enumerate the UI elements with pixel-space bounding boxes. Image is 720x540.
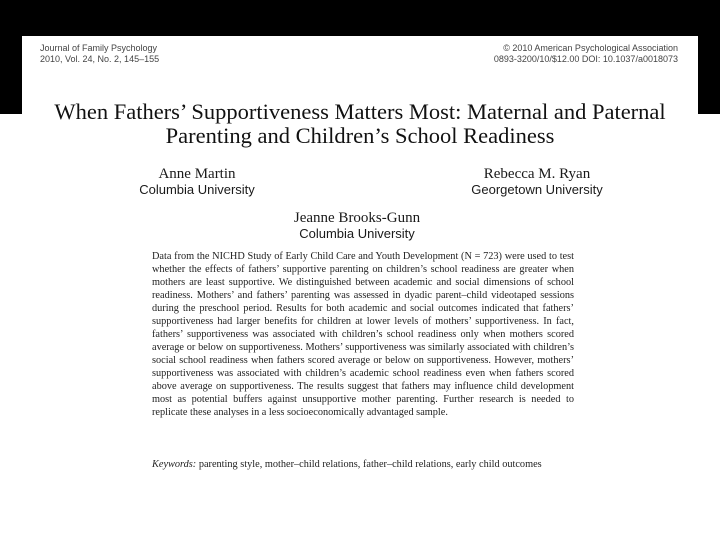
left-black-margin: [0, 36, 22, 114]
author-block: [122, 167, 272, 197]
author-block: [452, 167, 622, 197]
author-name: Jeanne Brooks-Gunn: [293, 210, 421, 226]
journal-name: Journal of Family Psychology: [40, 43, 158, 53]
journal-volume: 2010, Vol. 24, No. 2, 145–155: [40, 54, 160, 64]
issn-doi: 0893-3200/10/$12.00 DOI: 10.1037/a0018073: [493, 54, 678, 64]
article-title: When Fathers’ Supportiveness Matters Most: Maternal and Paternal Parenting and Children’s School Readiness: [54, 99, 666, 148]
right-black-margin: [698, 36, 720, 114]
copyright-notice: © 2010 American Psychological Association: [503, 43, 678, 53]
journal-header-left: [40, 43, 159, 65]
author-block: [272, 211, 442, 241]
journal-header-right: [494, 43, 678, 65]
keywords-label: Keywords:: [152, 459, 197, 470]
paper-page: [22, 36, 698, 540]
keywords-block: [152, 458, 574, 471]
author-affiliation: Georgetown University: [471, 182, 603, 197]
top-black-band: [0, 0, 720, 36]
abstract-text: Data from the NICHD Study of Early Child Care and Youth Development (N = 723) were used to test whether the effects of fathers’ supportive parenting on children’s school readiness are greater when mothers are least supportive. We distinguished between academic and social dimensions of school readiness. Mothers’ and fathers’ parenting was assessed in dyadic parent–child videotaped sessions during the preschool period. Results for both academic and social outcomes indicated that fathers’ supportiveness had larger benefits for children at lower levels of mothers’ supportiveness. In fact, fathers’ supportiveness was associated with children’s school readiness only when mothers scored average or below on supportiveness. Mothers’ supportiveness was similarly associated with children’s social school readiness when fathers scored average or below on supportiveness. However, mothers’ supportiveness was associated with children’s academic school readiness even when fathers scored above average on supportiveness. The results suggest that fathers may influence child development most as potential buffers against unsupportive mother parenting. Further research is needed to replicate these analyses in a less socioeconomically advantaged sample.: [152, 251, 574, 418]
author-affiliation: Columbia University: [299, 226, 415, 241]
author-name: Anne Martin: [158, 166, 236, 182]
author-name: Rebecca M. Ryan: [483, 166, 591, 182]
author-affiliation: Columbia University: [139, 182, 255, 197]
keywords-list: parenting style, mother–child relations, father–child relations, early child outcomes: [198, 459, 542, 470]
